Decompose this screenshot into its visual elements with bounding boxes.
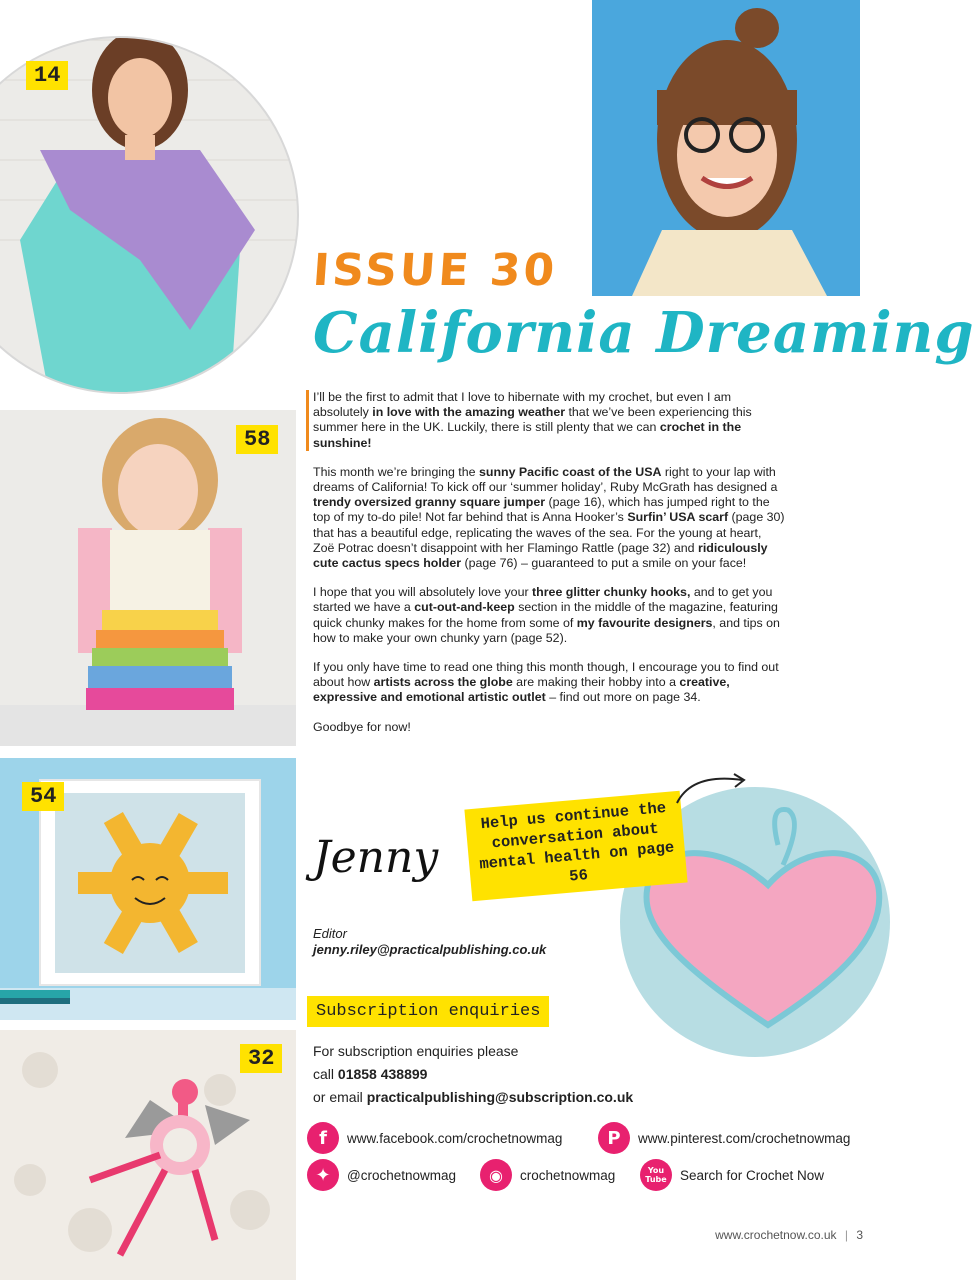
subscription-phone-line: call 01858 438899: [313, 1066, 428, 1082]
footer-separator: |: [844, 1228, 848, 1242]
twitter-link[interactable]: [307, 1159, 456, 1191]
page-badge-14: 14: [26, 61, 68, 90]
instagram-icon: ◉: [480, 1159, 512, 1191]
paragraph-1: I’ll be the first to admit that I love to hibernate with my crochet, but even I am absolutely in love with the amazing weather that we’ve been experiencing this summer here in the UK. Luckily, there is still plenty that we can crochet in the sunshine!: [306, 390, 785, 451]
curved-arrow-icon: [672, 768, 752, 808]
page-badge-32: 32: [240, 1044, 282, 1073]
subscription-email[interactable]: practicalpublishing@subscription.co.uk: [366, 1089, 634, 1105]
mental-health-callout[interactable]: Help us continue the conversation about mental health on page 56: [464, 791, 687, 901]
page-badge-54: 54: [22, 782, 64, 811]
editor-email[interactable]: jenny.riley@practicalpublishing.co.uk: [313, 942, 547, 957]
subscription-email-line: or email practicalpublishing@subscription.co.uk: [313, 1089, 634, 1105]
twitter-icon: ✦: [307, 1159, 339, 1191]
page-footer: [715, 1228, 863, 1242]
subscription-phone[interactable]: 01858 438899: [337, 1066, 428, 1082]
editor-role: Editor: [313, 926, 347, 941]
editor-portrait-photo: [592, 0, 860, 296]
footer-url[interactable]: www.crochetnow.co.uk: [715, 1228, 837, 1242]
issue-label: ISSUE 30: [311, 245, 559, 296]
youtube-icon: You Tube: [640, 1159, 672, 1191]
paragraph-4: If you only have time to read one thing this month though, I encourage you to find out about how artists across the globe are making their hobby into a creative, expressive and emotional artistic outlet – find out more on page 34.: [313, 660, 779, 705]
subscription-details: [313, 1040, 633, 1109]
sign-off: Goodbye for now!: [313, 719, 411, 734]
youtube-text: Search for Crochet Now: [680, 1167, 825, 1183]
twitter-handle: @crochetnowmag: [347, 1167, 457, 1183]
instagram-handle: crochetnowmag: [520, 1167, 616, 1183]
page-number: 3: [856, 1228, 863, 1242]
facebook-url: www.facebook.com/crochetnowmag: [347, 1130, 563, 1146]
pinterest-url: www.pinterest.com/crochetnowmag: [638, 1130, 851, 1146]
youtube-link[interactable]: [640, 1159, 824, 1191]
paragraph-2: This month we’re bringing the sunny Pacific coast of the USA right to your lap with dreams of California! To kick off our ‘summer holiday’, Ruby McGrath has designed a trendy oversized granny square jumper (page 16), which has jumped right to the top of my to-do pile! Not far behind that is Anna Hooker’s Surfin’ USA scarf (page 30) that has a beautiful edge, replicating the waves of the sea. For the young at heart, Zoë Potrac doesn’t disappoint with her Flamingo Rattle (page 32) and ridiculously cute cactus specs holder (page 76) – guaranteed to put a smile on your face!: [313, 464, 785, 571]
paragraph-3: I hope that you will absolutely love your three glitter chunky hooks, and to get you started we have a cut-out-and-keep section in the middle of the magazine, featuring quick chunky makes for the home from some of my favourite designers, and tips on how to make your own chunky yarn (page 52).: [313, 585, 780, 645]
pinterest-link[interactable]: [598, 1122, 850, 1154]
instagram-link[interactable]: [480, 1159, 615, 1191]
facebook-link[interactable]: [307, 1122, 562, 1154]
editor-credit: [313, 926, 546, 958]
editor-letter: [313, 390, 785, 749]
page-badge-58: 58: [236, 425, 278, 454]
signature: Jenny: [313, 832, 439, 883]
subscription-line: For subscription enquiries please: [313, 1043, 519, 1059]
page-title: California Dreaming: [313, 300, 975, 366]
pinterest-icon: P: [598, 1122, 630, 1154]
girl-dress-photo: [0, 410, 296, 746]
subscription-heading: Subscription enquiries: [307, 996, 549, 1027]
facebook-icon: f: [307, 1122, 339, 1154]
